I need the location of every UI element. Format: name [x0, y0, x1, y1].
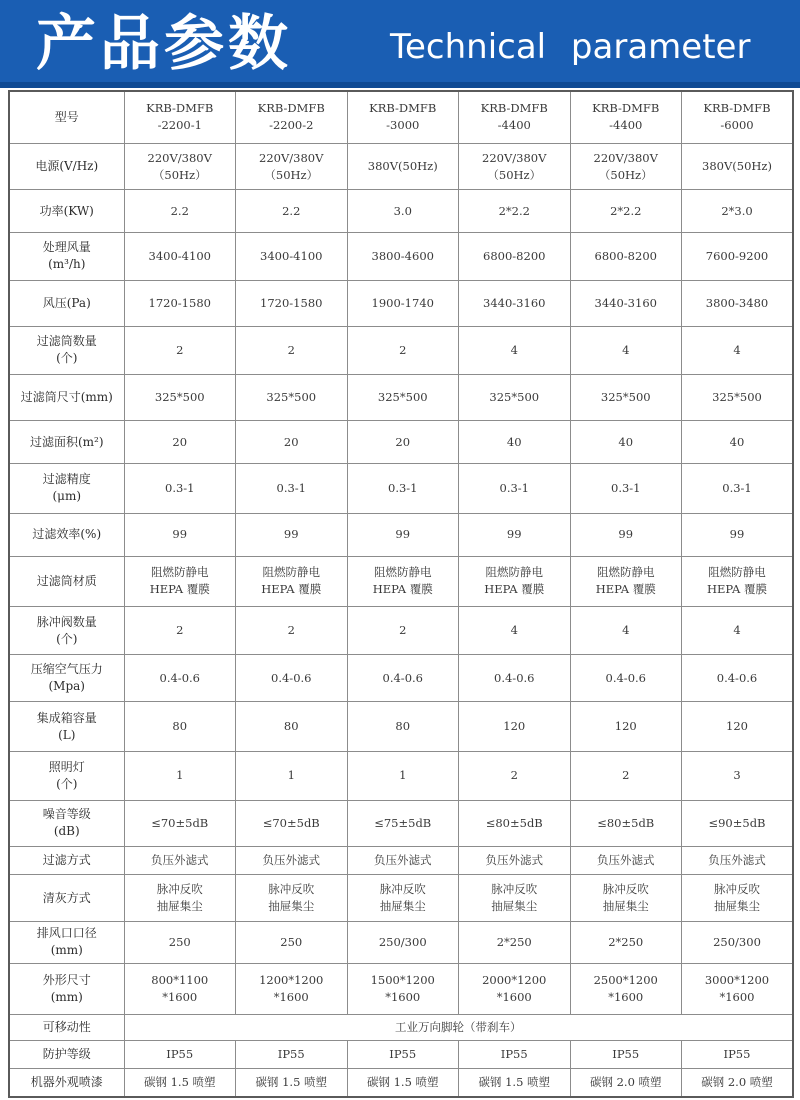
table-cell: 负压外滤式	[682, 847, 794, 875]
table-cell: 1500*1200 *1600	[347, 964, 459, 1014]
table-row	[9, 1069, 793, 1097]
table-cell: 1	[124, 752, 236, 800]
table-cell: 99	[570, 514, 682, 556]
table-cell: IP55	[347, 1040, 459, 1068]
row-label: 过滤筒尺寸(mm)	[9, 374, 124, 420]
table-cell: 99	[459, 514, 571, 556]
table-cell: 2*3.0	[682, 190, 794, 232]
table-cell: 3	[682, 752, 794, 800]
table-cell: 220V/380V （50Hz）	[459, 143, 571, 189]
table-row	[9, 556, 793, 606]
table-row	[9, 800, 793, 846]
table-cell: ≤80±5dB	[570, 800, 682, 846]
table-cell: 阻燃防静电 HEPA 覆膜	[347, 556, 459, 606]
table-cell: 325*500	[347, 374, 459, 420]
table-cell: 40	[459, 421, 571, 463]
column-header-model: KRB-DMFB -2200-2	[236, 91, 348, 143]
table-cell: 220V/380V （50Hz）	[570, 143, 682, 189]
header-banner	[0, 0, 800, 88]
page-title: 产品参数	[36, 9, 292, 79]
row-label: 噪音等级 (dB)	[9, 800, 124, 846]
table-row	[9, 921, 793, 963]
table-cell: 1900-1740	[347, 281, 459, 326]
row-label: 电源(V/Hz)	[9, 143, 124, 189]
table-cell: 250	[236, 921, 348, 963]
table-cell: 80	[347, 701, 459, 751]
table-row	[9, 143, 793, 189]
table-cell: 4	[682, 326, 794, 374]
table-cell: 325*500	[124, 374, 236, 420]
table-cell: 2	[124, 326, 236, 374]
table-cell: 阻燃防静电 HEPA 覆膜	[570, 556, 682, 606]
table-cell: 0.4-0.6	[682, 655, 794, 701]
table-cell: 2*2.2	[570, 190, 682, 232]
table-cell: 3000*1200 *1600	[682, 964, 794, 1014]
row-label: 过滤筒数量 (个)	[9, 326, 124, 374]
table-cell: ≤75±5dB	[347, 800, 459, 846]
table-cell: 脉冲反吹 抽屉集尘	[124, 875, 236, 921]
table-cell: 325*500	[236, 374, 348, 420]
table-cell: 碳钢 1.5 喷塑	[347, 1069, 459, 1097]
table-cell: 40	[570, 421, 682, 463]
row-label: 过滤方式	[9, 847, 124, 875]
table-cell: 2	[124, 607, 236, 655]
table-cell: 220V/380V （50Hz）	[236, 143, 348, 189]
table-cell: 负压外滤式	[459, 847, 571, 875]
table-row	[9, 374, 793, 420]
table-cell: 2000*1200 *1600	[459, 964, 571, 1014]
table-row	[9, 190, 793, 232]
table-header-row	[9, 91, 793, 143]
table-cell: 220V/380V （50Hz）	[124, 143, 236, 189]
table-cell: IP55	[124, 1040, 236, 1068]
table-cell: 2	[347, 607, 459, 655]
table-cell: 4	[570, 607, 682, 655]
table-cell: 2*250	[570, 921, 682, 963]
row-label: 清灰方式	[9, 875, 124, 921]
table-cell: 负压外滤式	[570, 847, 682, 875]
column-header-model: KRB-DMFB -4400	[570, 91, 682, 143]
table-row	[9, 463, 793, 513]
table-row	[9, 281, 793, 326]
row-label: 功率(KW)	[9, 190, 124, 232]
row-label: 处理风量 (m³/h)	[9, 232, 124, 280]
table-cell: 250/300	[682, 921, 794, 963]
parameter-table-wrapper	[8, 90, 792, 1098]
row-label: 脉冲阀数量 (个)	[9, 607, 124, 655]
table-cell: 0.4-0.6	[236, 655, 348, 701]
table-cell: 3400-4100	[124, 232, 236, 280]
table-cell: 250	[124, 921, 236, 963]
table-cell: 3.0	[347, 190, 459, 232]
column-header-model: KRB-DMFB -2200-1	[124, 91, 236, 143]
table-cell: IP55	[682, 1040, 794, 1068]
column-header-model: KRB-DMFB -3000	[347, 91, 459, 143]
table-cell: 1720-1580	[236, 281, 348, 326]
table-cell: 碳钢 1.5 喷塑	[236, 1069, 348, 1097]
table-cell: 0.3-1	[459, 463, 571, 513]
row-label: 集成箱容量 (L)	[9, 701, 124, 751]
row-label: 风压(Pa)	[9, 281, 124, 326]
table-cell: 380V(50Hz)	[347, 143, 459, 189]
table-cell: 20	[236, 421, 348, 463]
table-cell: IP55	[236, 1040, 348, 1068]
table-cell: 1200*1200 *1600	[236, 964, 348, 1014]
table-row	[9, 701, 793, 751]
table-cell: 250/300	[347, 921, 459, 963]
table-cell: 20	[124, 421, 236, 463]
row-label: 过滤面积(m²)	[9, 421, 124, 463]
merged-cell: 工业万向脚轮（带刹车）	[124, 1014, 793, 1040]
table-cell: 80	[124, 701, 236, 751]
table-cell: 4	[459, 607, 571, 655]
table-row	[9, 232, 793, 280]
table-cell: 0.4-0.6	[124, 655, 236, 701]
table-row	[9, 326, 793, 374]
table-cell: 325*500	[459, 374, 571, 420]
table-cell: 380V(50Hz)	[682, 143, 794, 189]
row-label: 过滤筒材质	[9, 556, 124, 606]
table-cell: 2	[459, 752, 571, 800]
table-cell: 2	[236, 326, 348, 374]
table-row	[9, 964, 793, 1014]
table-cell: 阻燃防静电 HEPA 覆膜	[124, 556, 236, 606]
row-label: 排风口口径 (mm)	[9, 921, 124, 963]
table-cell: ≤70±5dB	[124, 800, 236, 846]
table-cell: 3440-3160	[459, 281, 571, 326]
table-cell: 3800-4600	[347, 232, 459, 280]
table-cell: 碳钢 1.5 喷塑	[459, 1069, 571, 1097]
row-label: 防护等级	[9, 1040, 124, 1068]
table-cell: 0.4-0.6	[570, 655, 682, 701]
row-label: 照明灯 (个)	[9, 752, 124, 800]
table-cell: 99	[347, 514, 459, 556]
table-cell: 负压外滤式	[236, 847, 348, 875]
table-cell: 2	[236, 607, 348, 655]
table-row	[9, 421, 793, 463]
table-cell: 2*250	[459, 921, 571, 963]
row-label: 过滤精度 (μm)	[9, 463, 124, 513]
table-cell: 碳钢 2.0 喷塑	[570, 1069, 682, 1097]
table-cell: 脉冲反吹 抽屉集尘	[347, 875, 459, 921]
table-cell: 脉冲反吹 抽屉集尘	[459, 875, 571, 921]
table-cell: 1	[236, 752, 348, 800]
table-cell: 4	[682, 607, 794, 655]
table-cell: 80	[236, 701, 348, 751]
table-cell: 脉冲反吹 抽屉集尘	[236, 875, 348, 921]
table-row	[9, 752, 793, 800]
table-cell: 0.3-1	[236, 463, 348, 513]
table-cell: 40	[682, 421, 794, 463]
table-cell: 7600-9200	[682, 232, 794, 280]
page-subtitle: Technical parameter	[390, 27, 751, 67]
row-label: 机器外观喷漆	[9, 1069, 124, 1097]
table-cell: 3800-3480	[682, 281, 794, 326]
table-cell: 0.3-1	[570, 463, 682, 513]
table-row	[9, 1014, 793, 1040]
column-header-model: KRB-DMFB -6000	[682, 91, 794, 143]
table-cell: 800*1100 *1600	[124, 964, 236, 1014]
table-cell: 脉冲反吹 抽屉集尘	[682, 875, 794, 921]
table-cell: 0.3-1	[124, 463, 236, 513]
table-cell: 2*2.2	[459, 190, 571, 232]
table-cell: ≤90±5dB	[682, 800, 794, 846]
table-cell: 20	[347, 421, 459, 463]
table-cell: 325*500	[570, 374, 682, 420]
table-cell: 325*500	[682, 374, 794, 420]
table-cell: 阻燃防静电 HEPA 覆膜	[236, 556, 348, 606]
table-cell: 2	[570, 752, 682, 800]
table-cell: 6800-8200	[570, 232, 682, 280]
column-header-model: KRB-DMFB -4400	[459, 91, 571, 143]
row-label: 压缩空气压力 (Mpa)	[9, 655, 124, 701]
table-cell: 99	[124, 514, 236, 556]
table-cell: 阻燃防静电 HEPA 覆膜	[459, 556, 571, 606]
table-cell: 0.3-1	[347, 463, 459, 513]
table-cell: IP55	[459, 1040, 571, 1068]
row-label: 可移动性	[9, 1014, 124, 1040]
table-cell: IP55	[570, 1040, 682, 1068]
table-cell: 99	[682, 514, 794, 556]
column-header-label: 型号	[9, 91, 124, 143]
table-cell: 120	[570, 701, 682, 751]
table-cell: 2.2	[236, 190, 348, 232]
table-cell: 0.3-1	[682, 463, 794, 513]
table-cell: 4	[459, 326, 571, 374]
table-cell: 3400-4100	[236, 232, 348, 280]
table-row	[9, 607, 793, 655]
table-cell: 负压外滤式	[347, 847, 459, 875]
table-cell: 碳钢 2.0 喷塑	[682, 1069, 794, 1097]
table-cell: ≤80±5dB	[459, 800, 571, 846]
table-cell: 碳钢 1.5 喷塑	[124, 1069, 236, 1097]
table-cell: 2500*1200 *1600	[570, 964, 682, 1014]
parameter-table	[8, 90, 794, 1098]
table-cell: 1	[347, 752, 459, 800]
table-cell: 2	[347, 326, 459, 374]
table-row	[9, 875, 793, 921]
table-cell: 120	[459, 701, 571, 751]
table-cell: ≤70±5dB	[236, 800, 348, 846]
table-row	[9, 514, 793, 556]
table-row	[9, 1040, 793, 1068]
table-cell: 3440-3160	[570, 281, 682, 326]
table-cell: 脉冲反吹 抽屉集尘	[570, 875, 682, 921]
table-cell: 0.4-0.6	[347, 655, 459, 701]
table-cell: 99	[236, 514, 348, 556]
table-cell: 0.4-0.6	[459, 655, 571, 701]
table-cell: 阻燃防静电 HEPA 覆膜	[682, 556, 794, 606]
table-cell: 4	[570, 326, 682, 374]
table-row	[9, 847, 793, 875]
row-label: 过滤效率(%)	[9, 514, 124, 556]
table-cell: 6800-8200	[459, 232, 571, 280]
table-cell: 负压外滤式	[124, 847, 236, 875]
table-cell: 1720-1580	[124, 281, 236, 326]
row-label: 外形尺寸 (mm)	[9, 964, 124, 1014]
table-row	[9, 655, 793, 701]
table-cell: 120	[682, 701, 794, 751]
table-cell: 2.2	[124, 190, 236, 232]
